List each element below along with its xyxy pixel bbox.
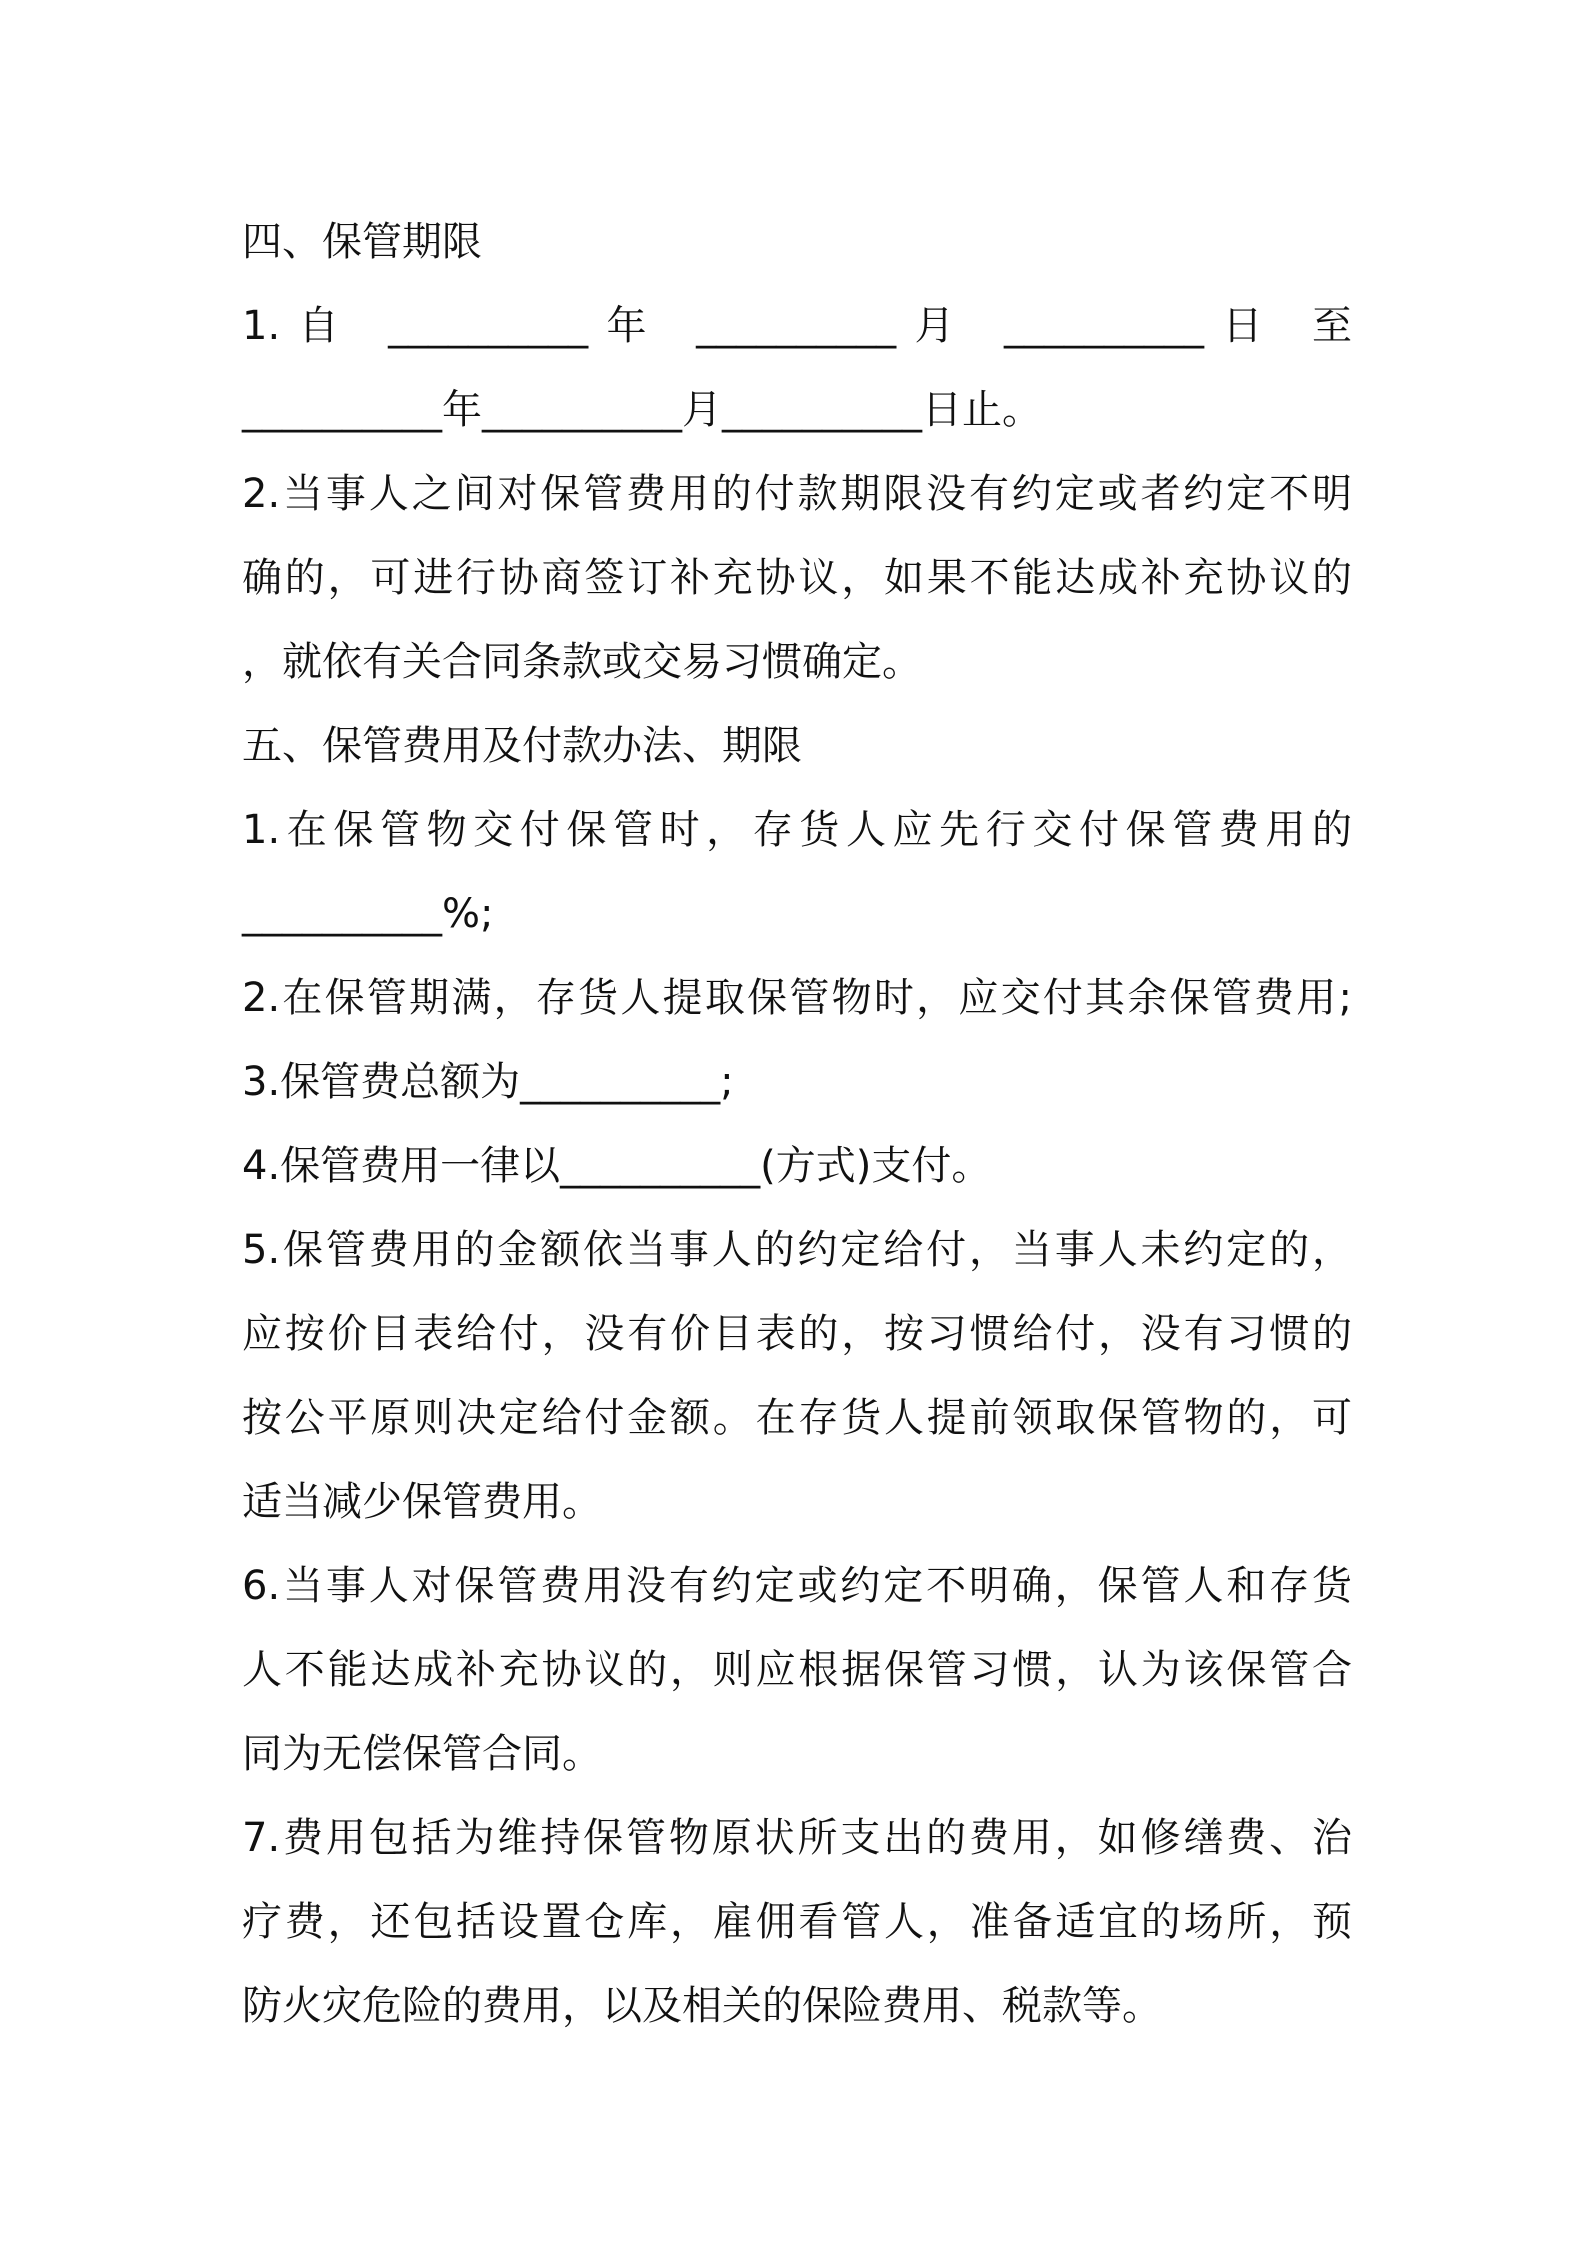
fees-clause-5-line-4: 适当减少保管费用。 [242, 1479, 602, 1525]
fees-clause-7-line-3: 防火灾危险的费用，以及相关的保险费用、税款等。 [242, 1983, 1162, 2029]
document-body [242, 200, 1352, 2048]
fees-clause-5-line-2: 应按价目表给付，没有价目表的，按习惯给付，没有习惯的 [242, 1311, 1352, 1357]
fees-clause-4-line-1: 4.保管费用一律以__________(方式)支付。 [242, 1143, 992, 1189]
fees-clause-1-line-2: __________%; [242, 891, 494, 937]
fees-clause-6-line-2: 人不能达成补充协议的，则应根据保管习惯，认为该保管合 [242, 1647, 1352, 1693]
fees-clause-6-line-1: 6.当事人对保管费用没有约定或约定不明确，保管人和存货 [242, 1563, 1352, 1609]
fees-clause-2-line-1: 2.在保管期满，存货人提取保管物时，应交付其余保管费用; [242, 975, 1352, 1021]
fees-clause-5-line-1: 5.保管费用的金额依当事人的约定给付，当事人未约定的， [242, 1227, 1352, 1273]
fees-clause-6-line-3: 同为无偿保管合同。 [242, 1731, 602, 1777]
storage-period-clause-2-line-1: 2.当事人之间对保管费用的付款期限没有约定或者约定不明 [242, 471, 1352, 517]
section-heading-storage-period: 四、保管期限 [242, 219, 482, 265]
fees-clause-7-line-2: 疗费，还包括设置仓库，雇佣看管人，准备适宜的场所，预 [242, 1899, 1352, 1945]
fees-clause-5-line-3: 按公平原则决定给付金额。在存货人提前领取保管物的，可 [242, 1395, 1352, 1441]
fees-clause-7-line-1: 7.费用包括为维持保管物原状所支出的费用，如修缮费、治 [242, 1815, 1352, 1861]
storage-period-clause-1-line-2: __________年__________月__________日止。 [242, 387, 1042, 433]
fees-clause-1-line-1: 1.在保管物交付保管时，存货人应先行交付保管费用的 [242, 807, 1352, 853]
fees-clause-3-line-1: 3.保管费总额为__________; [242, 1059, 734, 1105]
storage-period-clause-2-line-3: ，就依有关合同条款或交易习惯确定。 [242, 639, 922, 685]
storage-period-clause-1-line-1: 1.自 __________年 __________月 __________日 至 [242, 303, 1352, 349]
storage-period-clause-2-line-2: 确的，可进行协商签订补充协议，如果不能达成补充协议的 [242, 555, 1352, 601]
section-heading-fees-payment: 五、保管费用及付款办法、期限 [242, 723, 802, 769]
